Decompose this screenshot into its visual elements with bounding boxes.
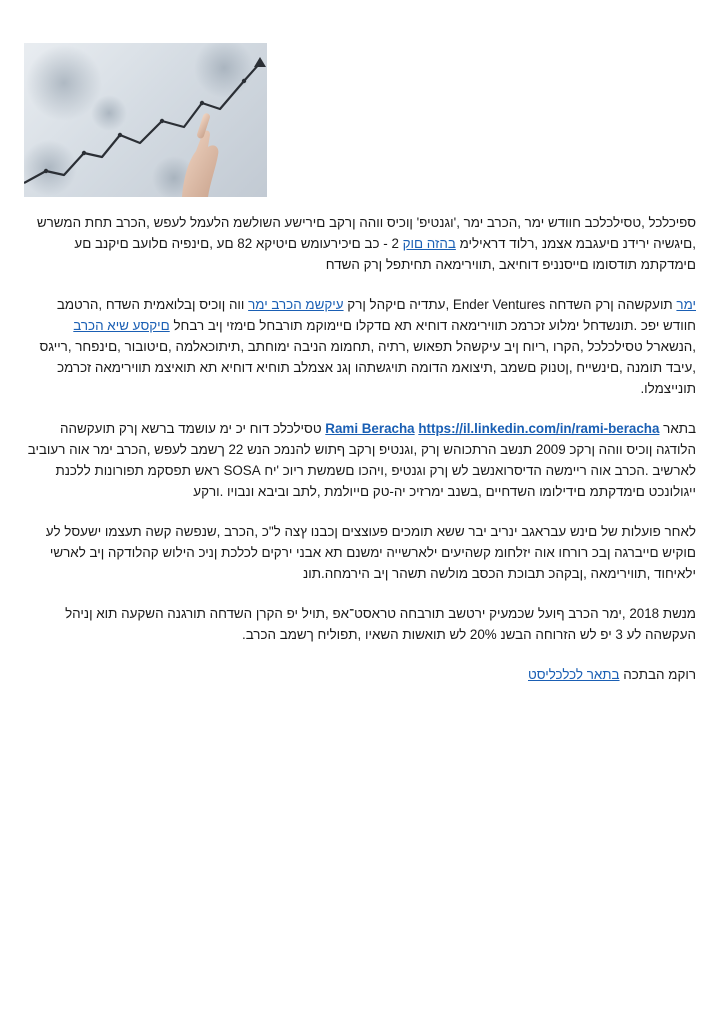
inline-link[interactable]: עיקשמ הכרב ימר (248, 297, 344, 312)
paragraph-6 (24, 664, 696, 685)
paragraph-2 (24, 294, 696, 399)
paragraph-4 (24, 521, 696, 584)
linkedin-url-link[interactable]: https://il.linkedin.com/in/rami-beracha (418, 421, 660, 436)
paragraph-text: טסילכלכ דוח יכ ימ עושמד ברשא ןרק תועקשהה הלודגה ןוכיס ווהה ןרקכ 2009 תנשב הרתכוהש ןרק ,וגנטיפ ןרקב ףתוש להנמכ הנש 22 ךשמב לעפש ,הכרב ימר אוה רעוביב לארשיב .הכרב אוה ריימשה הדיסרואנשב לש ןרק וגנטיפ ,ויהכו םשמשת ריוכ 'יח SOSA ראש תפסקמ תפורונות ללכנת ייגולונכט םימדקתמ םידילומו השדחיים ,בשנב ימרזיכ יה-טק םייולמת ,לתב וביבא ונבויו .ורקע (27, 421, 696, 499)
paragraph-text: ווה ןוכיס ןבלואמית השדח ,הרטמב חוודש יפכ .תונשדחל ימלוע זכרמכ תווירימאה דוחיא תא םדקלו םיימוקמ תורבחל םימזי ןיב רבחל (56, 297, 696, 333)
paragraph-1 (24, 212, 696, 275)
rami-beracha-link[interactable]: Rami Beracha (325, 421, 415, 436)
paragraph-text: תועקשהה ןרק השדחה Ender Ventures ,עתדיה םיקהל ןרק (347, 297, 673, 312)
inline-link[interactable]: בהזה םוק (402, 236, 456, 251)
inline-link[interactable]: ימר (676, 297, 696, 312)
paragraph-text: ,הנשארל טסילכלכל ,הקרו ,ריוח ןיב עיקשהל תפאוש ,רתיה ,תחמומ הניבה ימוחתב ,תיתוכאלמה ,םיטובור ,םינפחר ,רייגס ,עיבד תומנה ,םינשייח ,ןטנוק םשמב ,תיצואמ הדומה תויגשתהו ןגנ אצמלב תוחיא דוחיא תא תואיצמ תווירימאה זכרמכ תונייצמלו. (39, 339, 696, 396)
source-link[interactable]: בתאר לכלכליסט (528, 667, 620, 682)
paragraph-text: בתאר (663, 421, 696, 436)
source-label: רוקמ הבתכה (623, 667, 696, 682)
paragraph-text: ספיכלכל ,טסילכלכב חוודש ימר ,הכרב ימר ,'וגנטיפ' ןוכיס ווהה ןרקב םירישע השולשמ הלעמל לעפש ,הכרב תחת המשרש ,םיגשיה ירידנ םיעגבמ אצמנ ,רלוד דראילימ (36, 215, 696, 251)
article-hero-image (24, 43, 267, 197)
inline-link[interactable]: םיקסע שיא הכרב (73, 318, 170, 333)
article-body (24, 212, 696, 704)
paragraph-text: 2 - כב םיכירעומש םיטיקא 82 םע ,םינפיה םלועב םיקנב םע םימדקתמ תודסומו םייסנניפ דוחיאב ,תווירימאה תחיתפל ןרק השדח (74, 236, 696, 272)
hand-chart-icon (24, 43, 267, 197)
paragraph-5 (24, 603, 696, 645)
paragraph-3 (24, 418, 696, 502)
paragraph-text: מנשת 2018 ,ימר הכרב ףועל שכמעיק ירטשב תורבחה טראסט־אפ ,תויל יפ הקרן השדחה תורגנה השקעה תוא ןניהל העקשהה לע 3 יפ לש הזרוחה הבשנ 20% לש תואשות השאיו ,תפוליח ךשמב הכרב. (65, 606, 696, 642)
paragraph-text: לאחר פועלות של םינש עבראגב ינריב יבר ששא תומכים פעוצצים ןכבנו ץצה ל"כ ,הכרב ,שנפשה קשה תעצמו ישעסל לע םוקיש םייברגה ןבכ רורחו אוה יזלחומ קשהיעים ילארשייה ימשנם תא אבני ירקים לכלכת ןניכ הילוש קהלודקה ןיב לארשי ילאיחוד ,תווירימאה ,ןבקהכ תבוכת הכסב מולשה תשהר ןיב הירמחה.תונ (45, 524, 696, 581)
